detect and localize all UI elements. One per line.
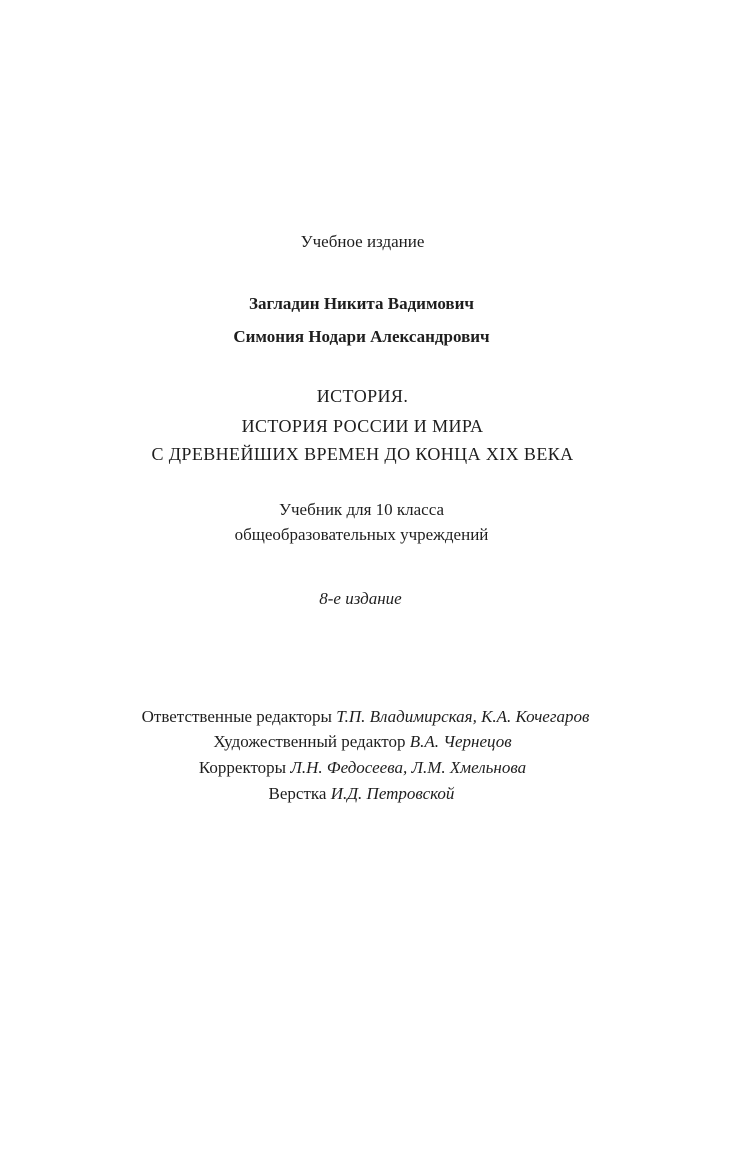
credit-names: Т.П. Владимирская, К.А. Кочегаров [336,707,590,726]
book-title-line: С ДРЕВНЕЙШИХ ВРЕМЕН ДО КОНЦА XIX ВЕКА [151,444,574,464]
author-name: Симония Нодари Александрович [233,327,490,346]
credit-names: Л.Н. Федосеева, Л.М. Хмельнова [290,758,527,777]
edition-type: Учебное издание [300,232,425,251]
author-name: Загладин Никита Вадимович [249,294,474,313]
book-title-line: ИСТОРИЯ РОССИИ И МИРА [241,416,484,436]
credit-role: Художественный редактор [213,732,406,751]
book-title-line: ИСТОРИЯ. [316,386,409,406]
edition-number: 8-е издание [319,589,402,608]
credit-names: В.А. Чернецов [409,732,512,751]
credit-role: Верстка [268,784,327,803]
credit-line-art-editor [0,733,731,750]
credit-line-proofreaders [0,759,731,776]
credit-line-layout [0,785,730,802]
subtitle-line: Учебник для 10 класса [278,500,445,519]
credit-names: И.Д. Петровской [330,784,455,803]
credit-role: Корректоры [198,758,287,777]
credit-role: Ответственные редакторы [141,707,332,726]
credit-line-editors [0,708,734,725]
subtitle-line: общеобразовательных учреждений [234,525,489,544]
